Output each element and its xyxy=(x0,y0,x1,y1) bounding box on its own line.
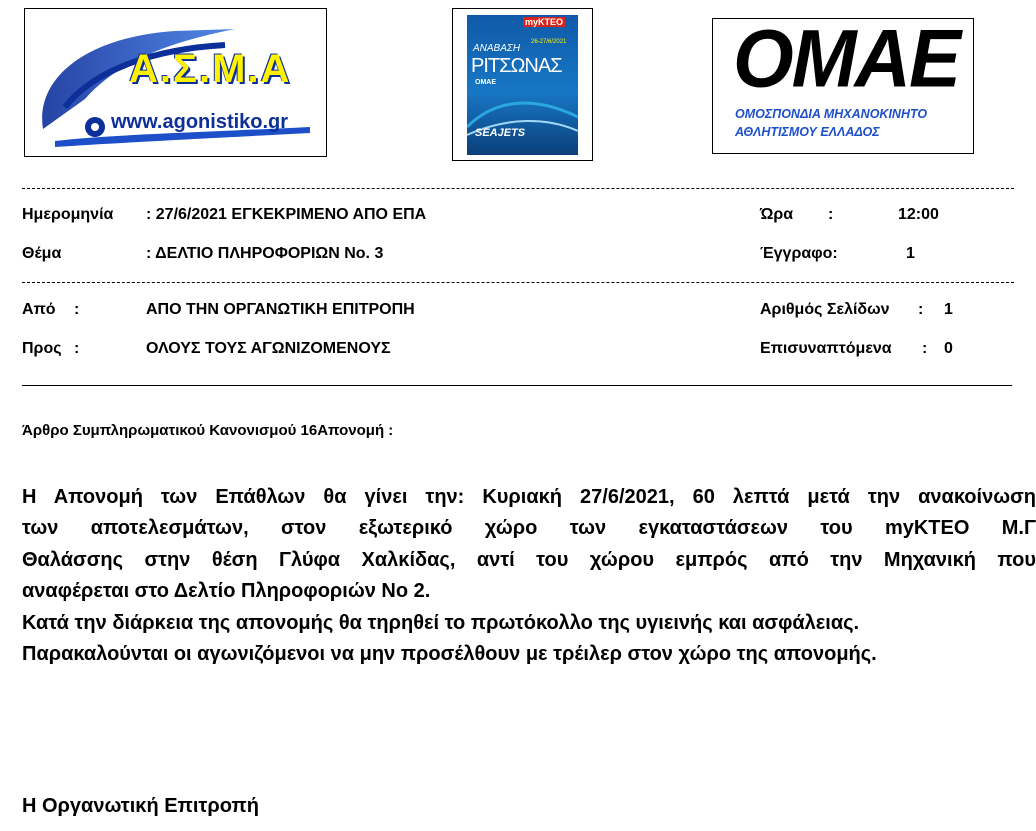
ritsonas-badge: ΟΜΑΕ xyxy=(475,79,496,86)
ritsonas-poster xyxy=(452,8,593,161)
subject-value: : ΔΕΛΤΙΟ ΠΛΗΡΟΦΟΡΙΩΝ Νο. 3 xyxy=(146,245,384,262)
omae-sub1: ΟΜΟΣΠΟΝΔΙΑ ΜΗΧΑΝΟΚΙΝΗΤΟ xyxy=(735,107,928,121)
ritsonas-brand: myΚΤΕΟ xyxy=(525,17,564,27)
asma-url: www.agonistiko.gr xyxy=(111,111,289,133)
header-divider-bottom xyxy=(22,385,1012,386)
from-colon: : xyxy=(74,301,80,318)
pages-value: 1 xyxy=(944,301,953,318)
body-line: των αποτελεσμάτων, στον εξωτερικό χώρο των εγκαταστάσεων του myΚΤΕΟ Μ.Γ xyxy=(22,517,1036,540)
ritsonas-dates: 26-27/6/2021 xyxy=(531,39,567,45)
header-divider-top xyxy=(22,188,1014,189)
body-line: Κατά την διάρκεια της απονομής θα τηρηθεί το πρωτόκολλο της υγιεινής και ασφάλειας. xyxy=(22,611,860,634)
body-line: Θαλάσσης στην θέση Γλύφα Χαλκίδας, αντί του χώρου εμπρός από την Μηχανική που xyxy=(22,548,1036,571)
document-label: Έγγραφο: xyxy=(760,245,838,262)
header-divider-middle xyxy=(22,282,1014,283)
date-value: : 27/6/2021 ΕΓΚΕΚΡΙΜΕΝΟ ΑΠΟ ΕΠΑ xyxy=(146,206,427,223)
pages-colon: : xyxy=(918,301,924,318)
body-paragraph xyxy=(22,482,1036,670)
asma-logo xyxy=(24,8,327,157)
omae-sub2: ΑΘΛΗΤΙΣΜΟΥ ΕΛΛΑΔΟΣ xyxy=(735,125,880,139)
omae-title: ΟΜΑΕ xyxy=(733,18,959,105)
date-label: Ημερομηνία xyxy=(22,206,114,223)
from-label: Από xyxy=(22,301,56,318)
body-line: Η Απονομή των Επάθλων θα γίνει την: Κυριακή 27/6/2021, 60 λεπτά μετά την ανακοίνωση xyxy=(22,486,1036,508)
body-line: Παρακαλούνται οι αγωνιζόμενοι να μην προσέλθουν με τρέιλερ στον χώρο της απονομής. xyxy=(22,642,877,665)
document-value: 1 xyxy=(906,245,915,262)
to-label: Προς xyxy=(22,340,62,357)
omae-logo xyxy=(712,18,974,154)
signature: Η Οργανωτική Επιτροπή xyxy=(22,795,259,817)
time-colon: : xyxy=(828,206,834,223)
article-title: Άρθρο Συμπληρωματικού Κανονισμού 16Απονομή : xyxy=(22,422,394,439)
ritsonas-line2: ΡΙΤΣΩΝΑΣ xyxy=(471,55,562,77)
time-label: Ώρα xyxy=(760,206,794,223)
asma-title: Α.Σ.Μ.Α xyxy=(129,47,292,91)
ritsonas-sponsor: SEAJETS xyxy=(475,127,526,139)
body-line: αναφέρεται στο Δελτίο Πληροφοριών Νο 2. xyxy=(22,580,431,603)
from-value: ΑΠΟ ΤΗΝ ΟΡΓΑΝΩΤΙΚΗ ΕΠΙΤΡΟΠΗ xyxy=(146,301,415,318)
attachments-value: 0 xyxy=(944,340,953,357)
to-colon: : xyxy=(74,340,80,357)
attachments-colon: : xyxy=(922,340,928,357)
ritsonas-line1: ΑΝΑΒΑΣΗ xyxy=(473,43,521,54)
time-value: 12:00 xyxy=(898,206,939,223)
attachments-label: Επισυναπτόμενα xyxy=(760,340,892,357)
subject-label: Θέμα xyxy=(22,245,62,262)
pages-label: Αριθμός Σελίδων xyxy=(760,301,890,318)
to-value: ΟΛΟΥΣ ΤΟΥΣ ΑΓΩΝΙΖΟΜΕΝΟΥΣ xyxy=(146,340,391,357)
